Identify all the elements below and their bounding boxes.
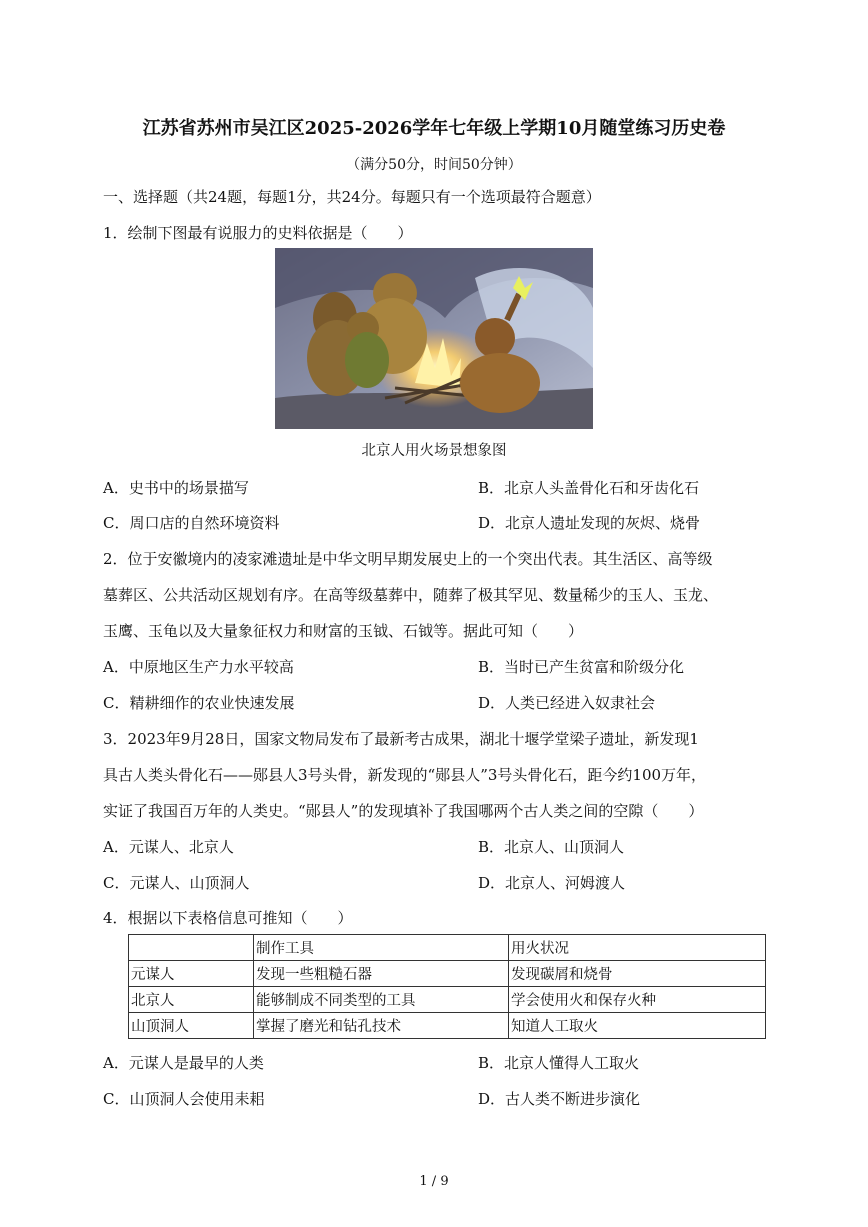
q4-option-a[interactable]: A．元谋人是最早的人类 <box>103 1054 264 1072</box>
q1-figure-caption: 北京人用火场景想象图 <box>361 443 507 459</box>
q1-option-d[interactable]: D．北京人遗址发现的灰烬、烧骨 <box>478 514 701 532</box>
table-row <box>129 987 766 1013</box>
table-header-cell: 制作工具 <box>254 935 509 961</box>
peking-man-fire-illustration <box>275 248 593 429</box>
table-cell: 知道人工取火 <box>509 1013 766 1039</box>
q3-stem-line-2: 具古人类头骨化石——郧县人3号头骨，新发现的“郧县人”3号头骨化石，距今约100万年， <box>103 766 707 784</box>
table-cell: 能够制成不同类型的工具 <box>254 987 509 1013</box>
q2-stem-line-1: 2．位于安徽境内的凌家滩遗址是中华文明早期发展史上的一个突出代表。其生活区、高等级 <box>103 550 713 568</box>
q4-option-c[interactable]: C．山顶洞人会使用耒耜 <box>103 1090 265 1108</box>
q2-option-d[interactable]: D．人类已经进入奴隶社会 <box>478 694 656 712</box>
exam-title: 江苏省苏州市吴江区2025-2026学年七年级上学期10月随堂练习历史卷 <box>142 118 726 139</box>
illustration-graphic <box>275 248 593 429</box>
q4-info-table <box>128 934 766 1039</box>
q3-option-a[interactable]: A．元谋人、北京人 <box>103 838 234 856</box>
q2-stem-line-3: 玉鹰、玉龟以及大量象征权力和财富的玉钺、石钺等。据此可知（ ） <box>103 622 584 640</box>
q3-option-c[interactable]: C．元谋人、山顶洞人 <box>103 874 250 892</box>
q4-option-b[interactable]: B．北京人懂得人工取火 <box>478 1054 640 1072</box>
table-cell: 学会使用火和保存火种 <box>509 987 766 1013</box>
table-header-row <box>129 935 766 961</box>
q1-option-a[interactable]: A．史书中的场景描写 <box>103 479 249 497</box>
q1-option-b[interactable]: B．北京人头盖骨化石和牙齿化石 <box>478 479 700 497</box>
exam-subtitle: （满分50分，时间50分钟） <box>346 157 522 173</box>
q4-option-d[interactable]: D．古人类不断进步演化 <box>478 1090 641 1108</box>
table-cell: 元谋人 <box>129 961 254 987</box>
q3-option-d[interactable]: D．北京人、河姆渡人 <box>478 874 626 892</box>
q2-option-b[interactable]: B．当时已产生贫富和阶级分化 <box>478 658 685 676</box>
q3-stem-line-1: 3．2023年9月28日，国家文物局发布了最新考古成果，湖北十堰学堂梁子遗址，新发现1 <box>103 730 699 748</box>
page-number: 1 / 9 <box>419 1174 449 1189</box>
table-row <box>129 961 766 987</box>
q2-option-c[interactable]: C．精耕细作的农业快速发展 <box>103 694 295 712</box>
q4-stem: 4．根据以下表格信息可推知（ ） <box>103 909 353 927</box>
table-cell: 发现一些粗糙石器 <box>254 961 509 987</box>
table-cell: 掌握了磨光和钻孔技术 <box>254 1013 509 1039</box>
q1-stem: 1．绘制下图最有说服力的史料依据是（ ） <box>103 224 413 242</box>
table-cell: 山顶洞人 <box>129 1013 254 1039</box>
table-header-cell <box>129 935 254 961</box>
q3-option-b[interactable]: B．北京人、山顶洞人 <box>478 838 625 856</box>
table-cell: 北京人 <box>129 987 254 1013</box>
q2-stem-line-2: 墓葬区、公共活动区规划有序。在高等级墓葬中，随葬了极其罕见、数量稀少的玉人、玉龙、 <box>103 586 719 604</box>
table-row <box>129 1013 766 1039</box>
q2-option-a[interactable]: A．中原地区生产力水平较高 <box>103 658 294 676</box>
table-cell: 发现碳屑和烧骨 <box>509 961 766 987</box>
q3-stem-line-3: 实证了我国百万年的人类史。“郧县人”的发现填补了我国哪两个古人类之间的空隙（ ） <box>103 802 704 820</box>
table-header-cell: 用火状况 <box>509 935 766 961</box>
q1-option-c[interactable]: C．周口店的自然环境资料 <box>103 514 280 532</box>
section-heading: 一、选择题（共24题，每题1分，共24分。每题只有一个选项最符合题意） <box>103 188 601 206</box>
